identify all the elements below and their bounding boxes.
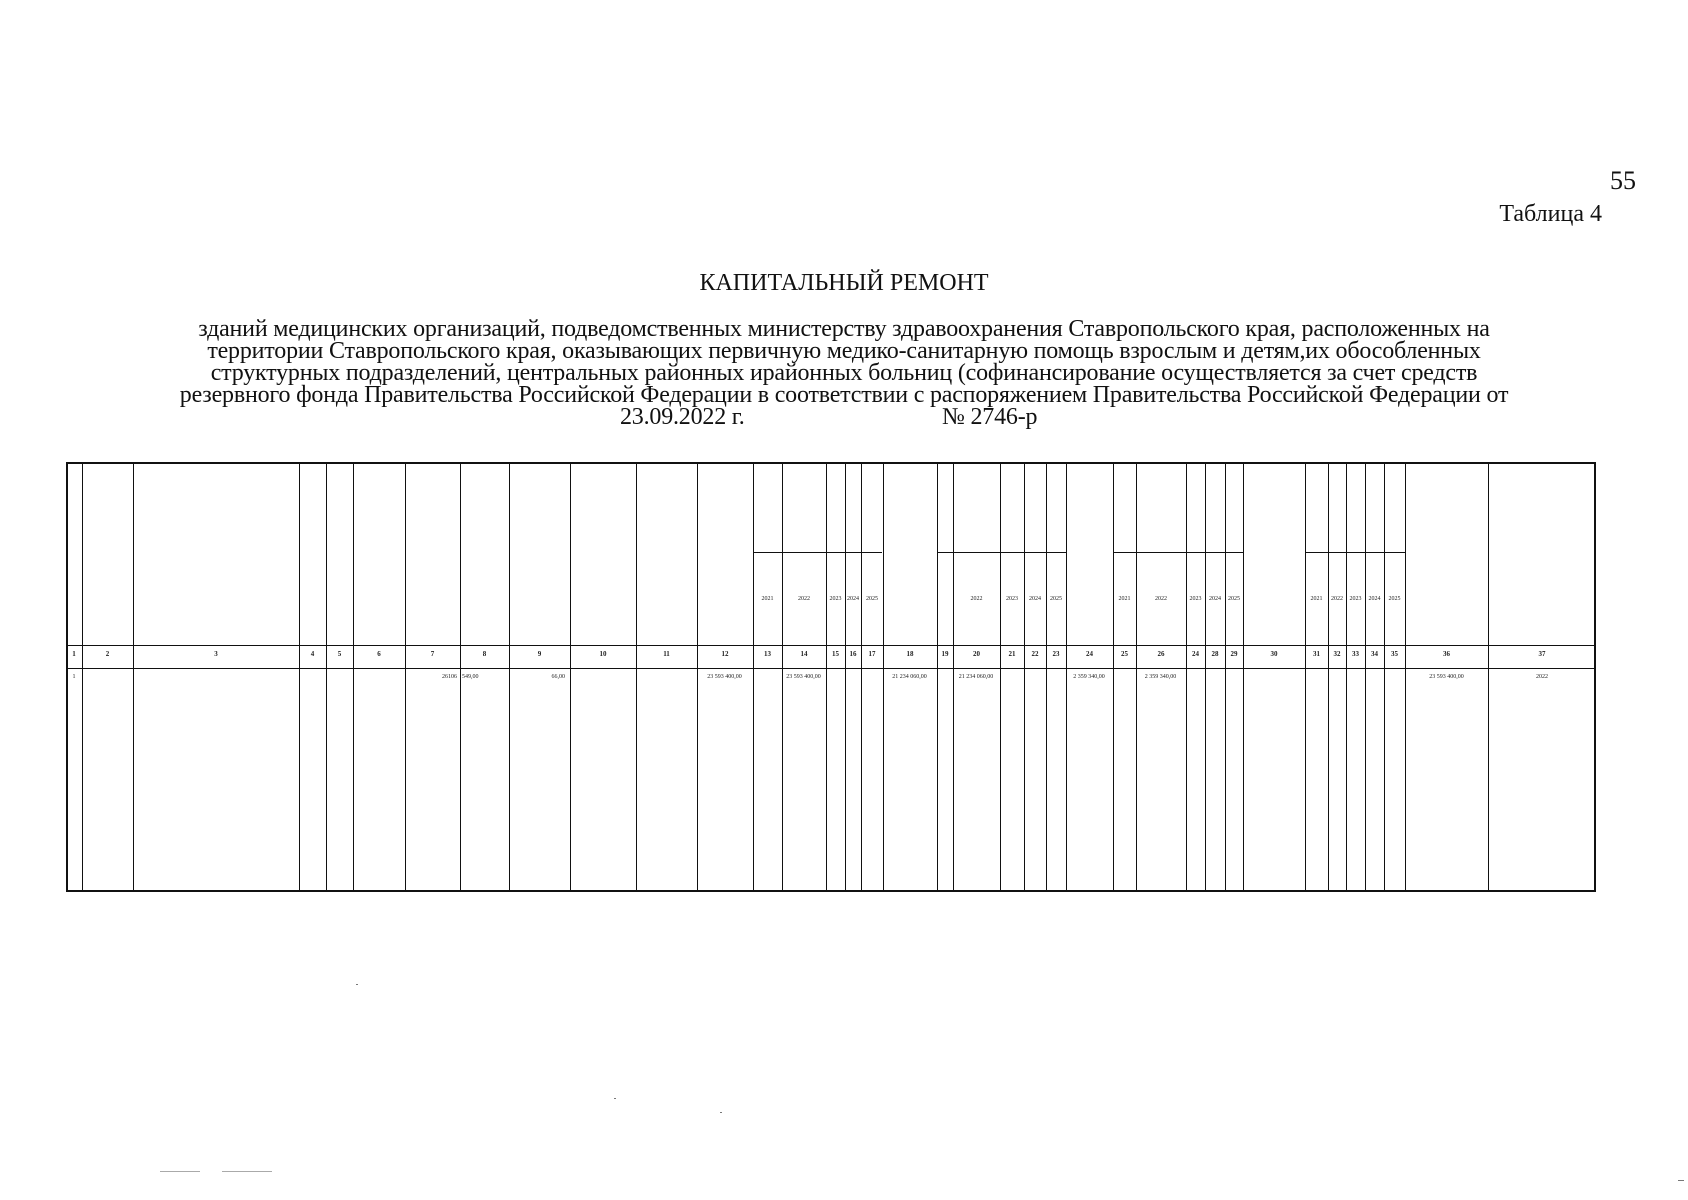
table-row-divider [753, 552, 882, 553]
value-col-7: 26106 [442, 674, 457, 680]
table-column-divider [861, 462, 862, 892]
header-year: 2023 [829, 596, 842, 602]
page-number: 55 [1610, 166, 1636, 195]
table-row-divider [66, 645, 1596, 646]
value-col-37: 2022 [1536, 674, 1548, 680]
table-column-divider [1186, 462, 1187, 892]
column-number: 37 [1538, 650, 1546, 658]
table-column-divider [570, 462, 571, 892]
column-number: 15 [832, 650, 839, 658]
scan-speck [222, 1171, 272, 1172]
table-label: Таблица 4 [1499, 201, 1602, 227]
header-year: 2023 [1006, 596, 1018, 602]
value-col-20: 21 234 060,00 [958, 674, 994, 680]
column-number: 25 [1121, 650, 1128, 658]
table-row-divider [1305, 552, 1405, 553]
header-year: 2021 [1118, 596, 1131, 602]
subtitle-line-4: резервного фонда Правительства Российской Федерации в соответствии с распоряжением Правительства Российской Федерации от [179, 382, 1509, 408]
column-number: 5 [337, 650, 342, 658]
table-row-divider [66, 668, 1596, 669]
table-column-divider [826, 462, 827, 892]
table-column-divider [1225, 462, 1226, 892]
header-year: 2024 [847, 596, 859, 602]
table-column-divider [1305, 462, 1306, 892]
column-number: 11 [663, 650, 670, 658]
column-number: 16 [849, 650, 857, 658]
column-number: 19 [941, 650, 949, 658]
column-number: 3 [214, 650, 218, 658]
column-number: 7 [430, 650, 435, 658]
table-column-divider [1046, 462, 1047, 892]
value-col-26: 2 359 340,00 [1144, 674, 1177, 680]
column-number: 31 [1313, 650, 1320, 658]
table-column-divider [1346, 462, 1347, 892]
column-number: 24 [1086, 650, 1093, 658]
column-number: 26 [1157, 650, 1165, 658]
value-col-36: 23 593 400,00 [1429, 674, 1464, 680]
header-year: 2022 [1331, 596, 1343, 602]
header-year: 2021 [761, 596, 774, 602]
table-column-divider [133, 462, 134, 892]
table-column-divider [753, 462, 754, 892]
header-year: 2024 [1029, 596, 1041, 602]
table-column-divider [326, 462, 327, 892]
capital-repair-table [66, 462, 1596, 892]
column-number: 13 [764, 650, 771, 658]
header-year: 2022 [970, 596, 983, 602]
column-number: 24 [1192, 650, 1199, 658]
subtitle-line-5 [96, 406, 1592, 428]
header-year: 2025 [1228, 596, 1240, 602]
subtitle-line-3: структурных подразделений, центральных районных ирайонных больниц (софинансирование осуществляется за счет средств [210, 360, 1478, 386]
table-column-divider [82, 462, 83, 892]
table-column-divider [1024, 462, 1025, 892]
header-year: 2025 [1388, 596, 1401, 602]
subtitle-line-2: территории Ставропольского края, оказывающих первичную медико-санитарную помощь взрослым и детям,их обособленных [207, 338, 1481, 364]
header-year: 2024 [1368, 596, 1381, 602]
header-year: 2022 [798, 596, 810, 602]
column-number: 12 [721, 650, 729, 658]
subtitle-line-1: зданий медицинских организаций, подведомственных министерству здравоохранения Ставропольского края, расположенных на [198, 316, 1490, 342]
table-row-divider [1113, 552, 1243, 553]
table-column-divider [299, 462, 300, 892]
table-column-divider [353, 462, 354, 892]
value-col-12: 23 593 400,00 [707, 674, 742, 680]
column-number: 6 [377, 650, 381, 658]
header-year: 2025 [1050, 596, 1062, 602]
column-number: 23 [1052, 650, 1060, 658]
value-col-8: 549,00 [462, 674, 479, 680]
table-column-divider [845, 462, 846, 892]
column-number: 22 [1031, 650, 1039, 658]
scan-speck [720, 1112, 722, 1113]
column-number: 14 [800, 650, 808, 658]
value-col-18: 21 234 060,00 [892, 674, 927, 680]
header-year: 2023 [1189, 596, 1202, 602]
header-year: 2024 [1209, 596, 1221, 602]
scan-speck [1678, 1180, 1684, 1181]
row-number: 1 [72, 674, 76, 680]
table-column-divider [1384, 462, 1385, 892]
table-column-divider [636, 462, 637, 892]
column-number: 20 [973, 650, 980, 658]
table-column-divider [937, 462, 938, 892]
document-title: КАПИТАЛЬНЫЙ РЕМОНТ [699, 270, 989, 296]
scan-speck [160, 1171, 200, 1172]
column-number: 2 [105, 650, 110, 658]
header-year: 2021 [1310, 596, 1323, 602]
table-column-divider [1113, 462, 1114, 892]
subtitle-order-number: № 2746-р [942, 404, 1038, 430]
header-year: 2025 [866, 596, 878, 602]
table-row-divider [937, 552, 1066, 553]
column-number: 30 [1270, 650, 1278, 658]
column-number: 36 [1443, 650, 1450, 658]
table-column-divider [1365, 462, 1366, 892]
column-number: 35 [1391, 650, 1398, 658]
column-number: 28 [1211, 650, 1219, 658]
column-number: 1 [72, 650, 76, 658]
subtitle-date: 23.09.2022 г. [620, 404, 745, 430]
column-number: 34 [1371, 650, 1378, 658]
column-number: 29 [1230, 650, 1238, 658]
header-year: 2023 [1349, 596, 1362, 602]
column-number: 17 [868, 650, 876, 658]
table-column-divider [1243, 462, 1244, 892]
column-number: 32 [1333, 650, 1341, 658]
value-col-24: 2 359 340,00 [1073, 674, 1105, 680]
scan-speck [614, 1098, 616, 1099]
column-number: 33 [1352, 650, 1359, 658]
document-subtitle [96, 318, 1592, 428]
column-number: 10 [599, 650, 607, 658]
column-number: 18 [906, 650, 914, 658]
header-year: 2022 [1155, 596, 1167, 602]
table-column-divider [460, 462, 461, 892]
scan-speck [356, 984, 358, 985]
table-column-divider [1328, 462, 1329, 892]
column-number: 4 [310, 650, 315, 658]
table-column-divider [1205, 462, 1206, 892]
column-number: 21 [1008, 650, 1016, 658]
column-number: 9 [537, 650, 542, 658]
value-col-14: 23 593 400,00 [786, 674, 821, 680]
table-column-divider [1000, 462, 1001, 892]
value-col-9: 66,00 [551, 674, 565, 680]
column-number: 8 [482, 650, 487, 658]
